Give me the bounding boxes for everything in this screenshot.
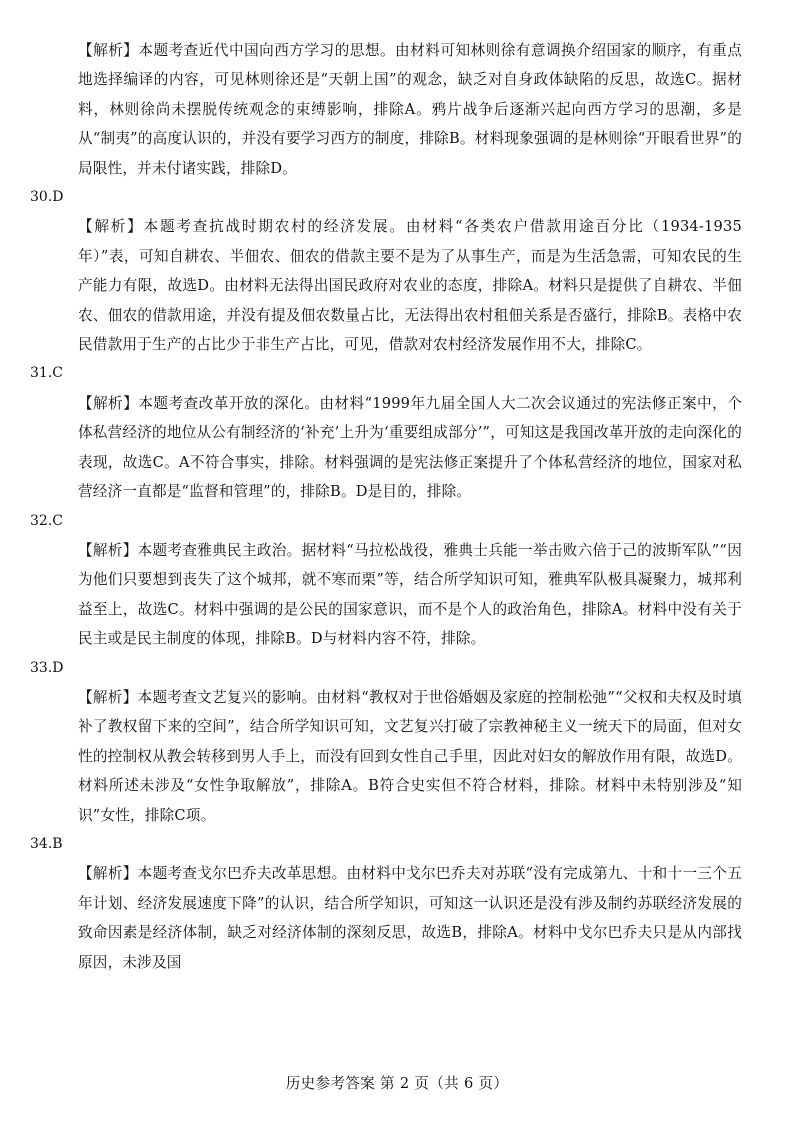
question-number-34: 34.B bbox=[30, 835, 63, 852]
question-number-30: 30.D bbox=[30, 189, 64, 206]
answer-page bbox=[30, 36, 742, 977]
question-number-31: 31.C bbox=[30, 365, 63, 382]
analysis-30: 【解析】本题考查抗战时期农村的经济发展。由材料“各类农户借款用途百分比（1934-1935年）”表，可知自耕农、半佃农、佃农的借款主要不是为了从事生产，而是为生活急需，可知农民的生产能力有限，故选D。由材料无法得出国民政府对农业的态度，排除A。材料只是提供了自耕农、半佃农、佃农的借款用途，并没有提及佃农数量占比，无法得出农村租佃关系是否盛行，排除B。表格中农民借款用于生产的占比少于非生产占比，可见，借款对农村经济发展作用不大，排除C。 bbox=[78, 218, 742, 354]
analysis-32: 【解析】本题考查雅典民主政治。据材料“马拉松战役，雅典士兵能一举击败六倍于己的波斯军队”“因为他们只要想到丧失了这个城邦，就不寒而栗”等，结合所学知识可知，雅典军队极具凝聚力，城邦利益至上，故选C。材料中强调的是公民的国家意识，而不是个人的政治角色，排除A。材料中没有关于民主或是民主制度的体现，排除B。D与材料内容不符，排除。 bbox=[78, 541, 742, 648]
question-number-32: 32.C bbox=[30, 512, 63, 529]
page-footer: 历史参考答案 第 2 页（共 6 页） bbox=[285, 1075, 509, 1092]
analysis-29: 【解析】本题考查近代中国向西方学习的思想。由材料可知林则徐有意调换介绍国家的顺序，有重点地选择编译的内容，可见林则徐还是“天朝上国”的观念，缺乏对自身政体缺陷的反思，故选C。据材料，林则徐尚未摆脱传统观念的束缚影响，排除A。鸦片战争后逐渐兴起向西方学习的思潮，多是从“制夷”的高度认识的，并没有要学习西方的制度，排除B。材料现象强调的是林则徐“开眼看世界”的局限性，并未付诸实践，排除D。 bbox=[78, 42, 742, 177]
analysis-33: 【解析】本题考查文艺复兴的影响。由材料“教权对于世俗婚姻及家庭的控制松弛”“父权和夫权及时填补了教权留下来的空间”，结合所学知识可知，文艺复兴打破了宗教神秘主义一统天下的局面，但对女性的控制权从教会转移到男人手上，而没有回到女性自己手里，因此对妇女的解放作用有限，故选D。材料所述未涉及“女性争取解放”，排除A。B符合史实但不符合材料，排除。材料中未特别涉及“知识”女性，排除C项。 bbox=[78, 688, 742, 824]
analysis-34: 【解析】本题考查戈尔巴乔夫改革思想。由材料中戈尔巴乔夫对苏联“没有完成第九、十和十一三个五年计划、经济发展速度下降”的认识，结合所学知识，可知这一认识还是没有涉及制约苏联经济发展的致命因素是经济体制，缺乏对经济体制的深刻反思，故选B，排除A。材料中戈尔巴乔夫只是从内部找原因，未涉及国 bbox=[78, 865, 742, 971]
analysis-31: 【解析】本题考查改革开放的深化。由材料“1999年九届全国人大二次会议通过的宪法修正案中，个体私营经济的地位从公有制经济的‘补充’上升为‘重要组成部分’”，可知这是我国改革开放的走向深化的表现，故选C。A不符合事实，排除。材料强调的是宪法修正案提升了个体私营经济的地位，国家对私营经济一直都是“监督和管理”的，排除B。D是目的，排除。 bbox=[78, 394, 742, 501]
question-number-33: 33.D bbox=[30, 659, 64, 676]
